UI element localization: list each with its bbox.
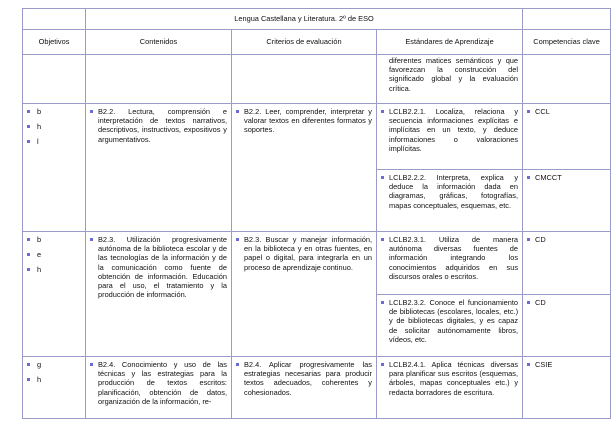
estandar-text: LCLB2.3.2. Conoce el funcionamiento de bibliotecas (escolares, locales, etc.) y de bibliotecas digitales, y es capaz de solicitar autónomamente libros, vídeos, etc. (381, 298, 518, 344)
table-row (23, 55, 611, 104)
competencia-text: CD (527, 298, 606, 307)
table-row (23, 357, 611, 419)
header-contenidos: Contenidos (86, 30, 232, 55)
objetivo-item: h (27, 265, 81, 274)
competencia-text: CD (527, 235, 606, 244)
estandar-cell (377, 357, 523, 419)
criterio-text: B2.2. Leer, comprender, interpretar y valorar textos en diferentes formatos y soportes. (236, 107, 372, 135)
header-estandares: Estándares de Aprendizaje (377, 30, 523, 55)
header-objetivos: Objetivos (23, 30, 86, 55)
objetivo-item: b (27, 235, 81, 244)
empty-corner-cell (23, 9, 86, 30)
estandar-cell (377, 295, 523, 357)
table-row (23, 232, 611, 295)
competencia-cell (523, 232, 611, 295)
estandar-text: LCLB2.3.1. Utiliza de manera autónoma diversas fuentes de información integrando los conocimientos adquiridos en sus discursos orales o escritos. (381, 235, 518, 281)
objetivos-cell (23, 55, 86, 104)
objetivo-item: g (27, 360, 81, 369)
criterio-cell (232, 55, 377, 104)
objetivo-item: l (27, 137, 81, 146)
competencia-cell (523, 55, 611, 104)
competencia-text: CSIE (527, 360, 606, 369)
competencia-cell (523, 104, 611, 170)
competencia-cell (523, 295, 611, 357)
title-row (23, 9, 611, 30)
contenido-cell (86, 357, 232, 419)
estandar-text: LCLB2.2.2. Interpreta, explica y deduce la información dada en diagramas, gráficas, fotografías, mapas conceptuales, esquemas, etc. (381, 173, 518, 210)
estandar-continuation-text: diferentes matices semánticos y que favorezcan la construcción del significado global y la evaluación crítica. (389, 56, 519, 93)
estandar-text: LCLB2.2.1. Localiza, relaciona y secuencia informaciones explícitas e implícitas en un texto, y deduce informaciones o valoraciones implícitas. (381, 107, 518, 153)
estandar-text: LCLB2.4.1. Aplica técnicas diversas para planificar sus escritos (esquemas, árboles, mapas conceptuales etc.) y redacta borradores de escritura. (381, 360, 518, 397)
empty-corner-cell (523, 9, 611, 30)
estandar-cell (377, 55, 523, 104)
objetivos-cell (23, 357, 86, 419)
objetivos-list (27, 360, 81, 384)
contenido-cell (86, 55, 232, 104)
contenido-cell (86, 104, 232, 232)
objetivo-item: h (27, 122, 81, 131)
criterio-cell (232, 232, 377, 357)
criterio-cell (232, 357, 377, 419)
header-row (23, 30, 611, 55)
contenido-text: B2.2. Lectura, comprensión e interpretación de textos narrativos, descriptivos, instructivos, expositivos y argumentativos. (90, 107, 227, 144)
objetivos-cell (23, 232, 86, 357)
objetivo-item: h (27, 375, 81, 384)
estandar-cell (377, 104, 523, 170)
contenido-cell (86, 232, 232, 357)
criterio-text: B2.3. Buscar y manejar información, en la biblioteca y en otras fuentes, en papel o digital, para integrarla en un proceso de aprendizaje continuo. (236, 235, 372, 272)
objetivos-list (27, 107, 81, 147)
contenido-text: B2.4. Conocimiento y uso de las técnicas y las estrategias para la producción de textos escritos: planificación, obtención de datos, organización de la información, re- (90, 360, 227, 406)
header-competencias: Competencias clave (523, 30, 611, 55)
criterio-text: B2.4. Aplicar progresivamente las estrategias necesarias para producir textos adecuados, coherentes y cohesionados. (236, 360, 372, 397)
table-row (23, 104, 611, 170)
header-criterios: Criterios de evaluación (232, 30, 377, 55)
objetivos-list (27, 235, 81, 275)
curriculum-table (22, 8, 611, 419)
estandar-cell (377, 232, 523, 295)
competencia-cell (523, 357, 611, 419)
competencia-text: CMCCT (527, 173, 606, 182)
competencia-cell (523, 170, 611, 232)
competencia-text: CCL (527, 107, 606, 116)
estandar-cell (377, 170, 523, 232)
table-title: Lengua Castellana y Literatura. 2º de ESO (86, 9, 523, 30)
criterio-cell (232, 104, 377, 232)
objetivos-cell (23, 104, 86, 232)
objetivo-item: b (27, 107, 81, 116)
contenido-text: B2.3. Utilización progresivamente autónoma de la biblioteca escolar y de las tecnologías de la información y de la comunicación como fuente de obtención de información. Educación para el uso, el tratamiento y la producción de información. (90, 235, 227, 299)
objetivo-item: e (27, 250, 81, 259)
